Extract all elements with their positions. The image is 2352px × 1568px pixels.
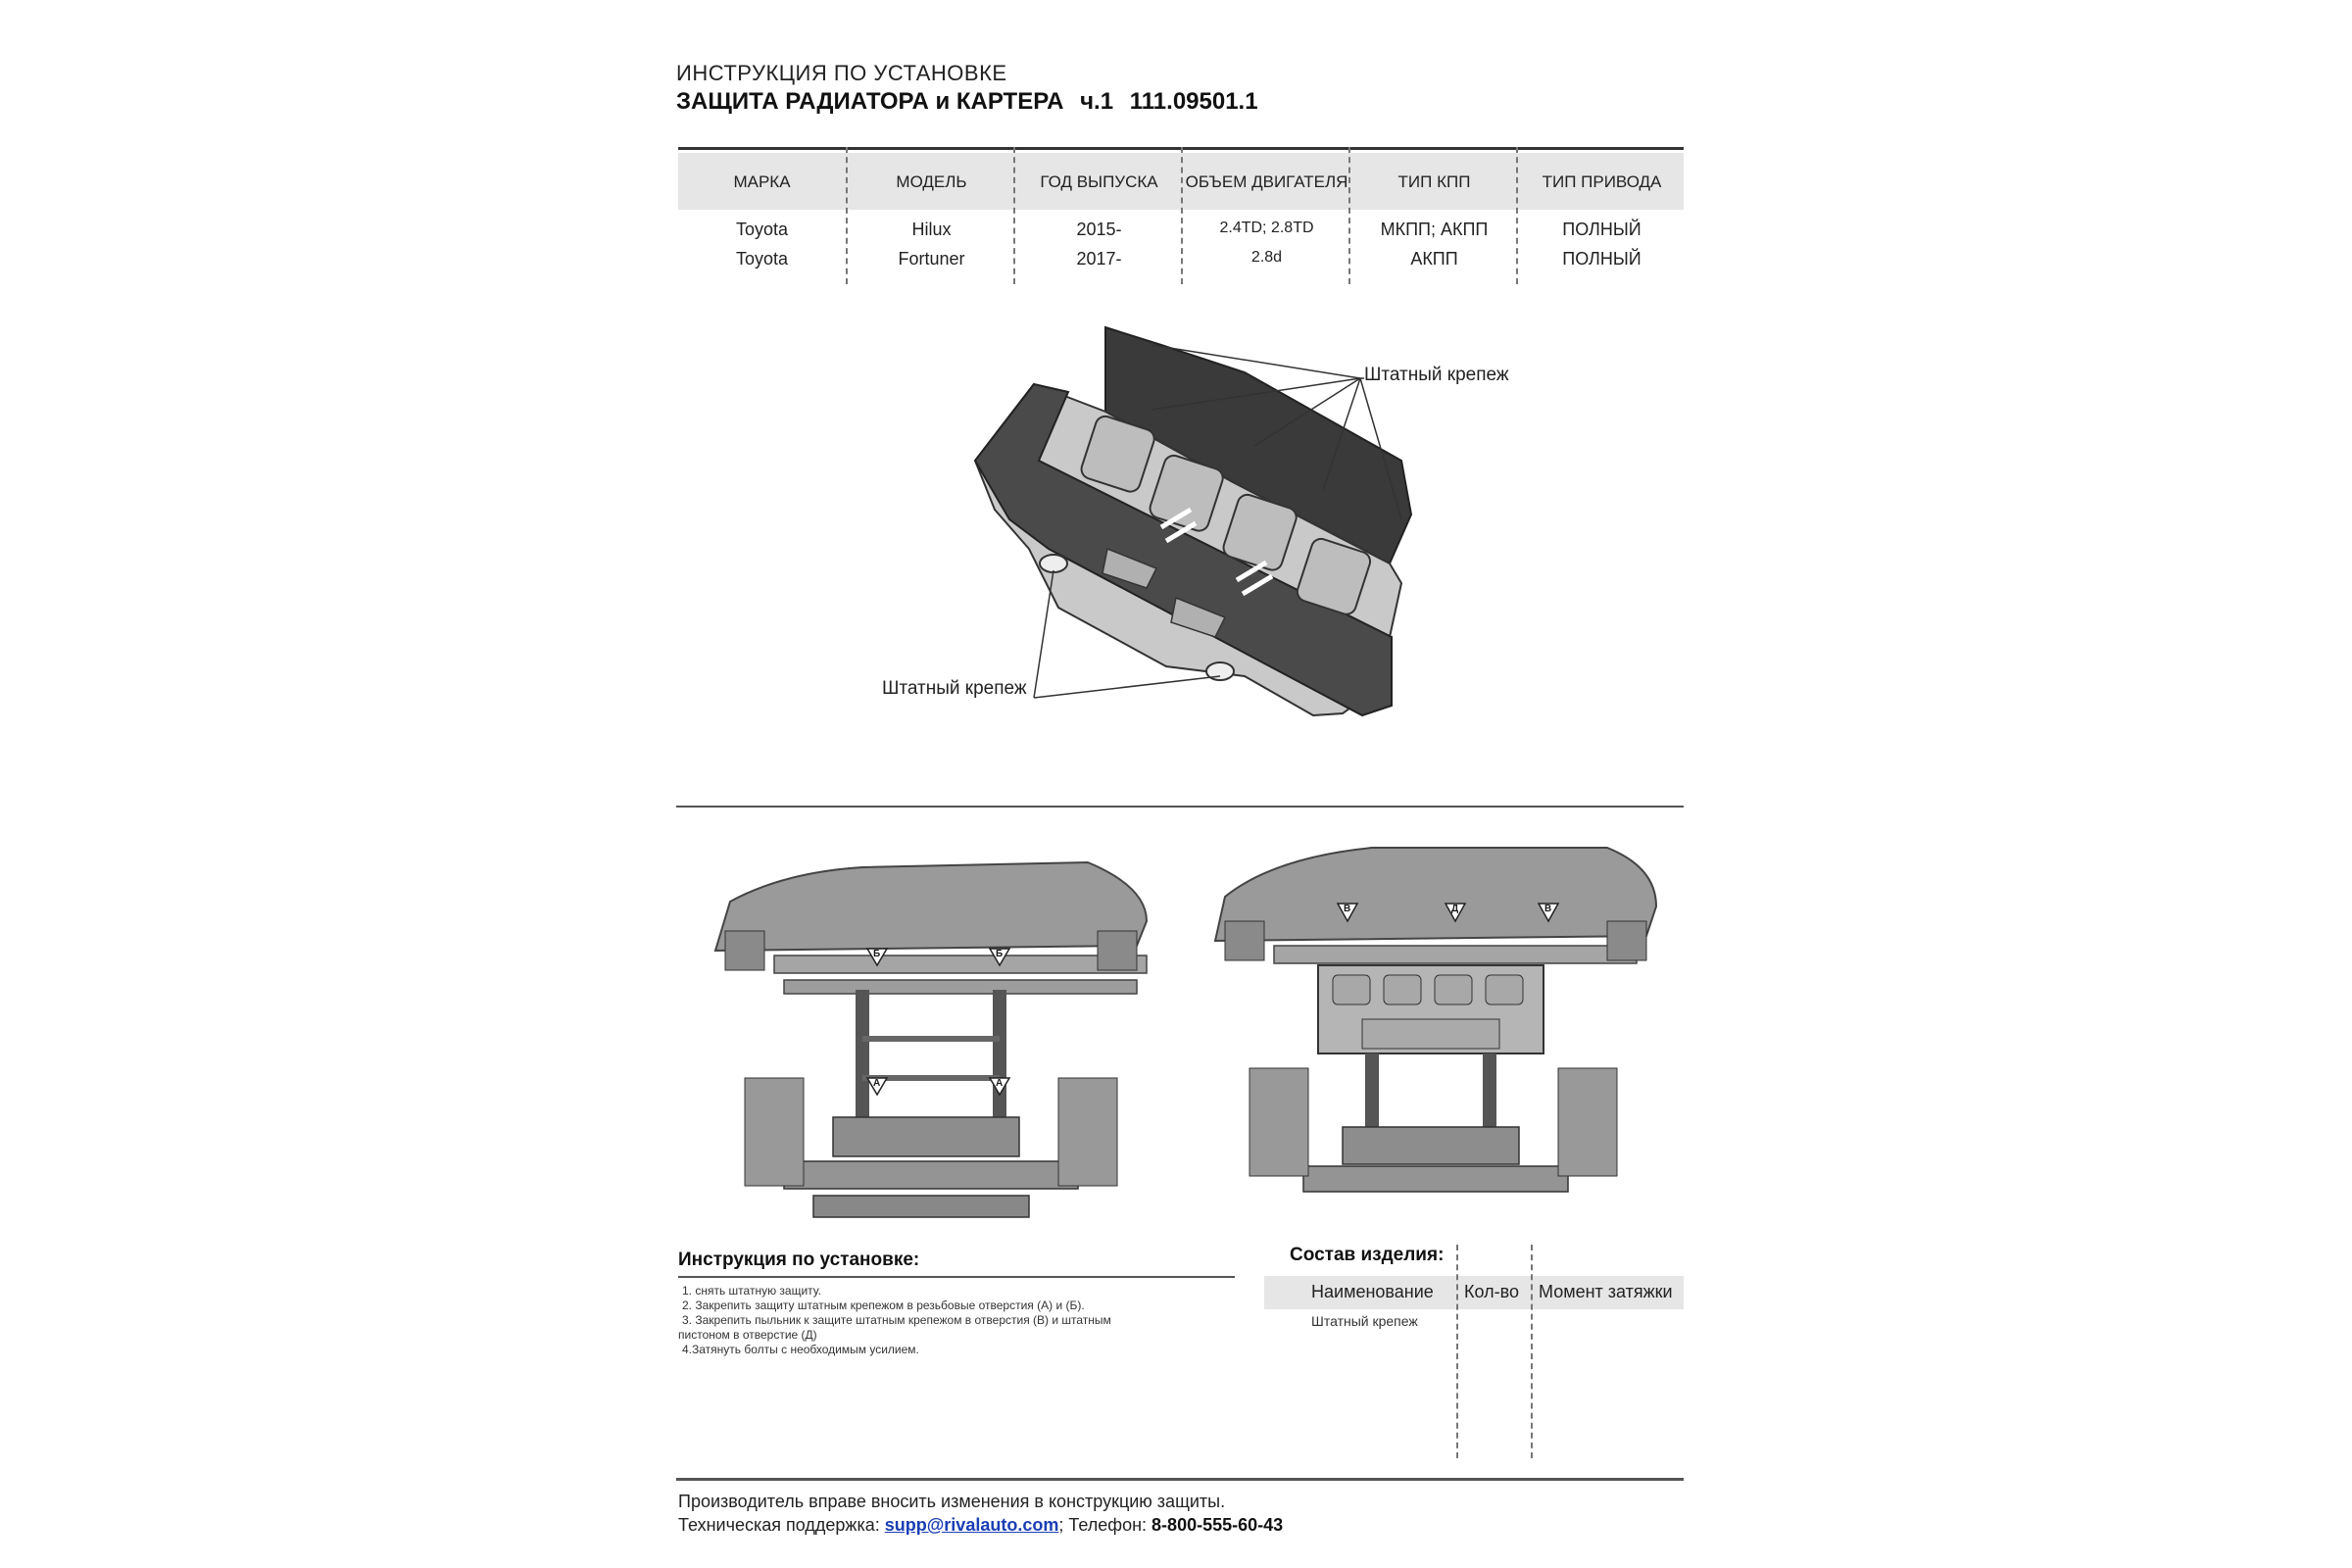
cell-brand-2: Toyota xyxy=(735,249,789,269)
marker-d: Д xyxy=(1451,904,1459,914)
instructions-title: Инструкция по установке: xyxy=(678,1250,920,1270)
cell-model-2: Fortuner xyxy=(898,249,965,269)
header-year: ГОД ВЫПУСКА xyxy=(1040,172,1158,191)
step-2: 2. Закрепить защиту штатным крепежом в резьбовые отверстия (А) и (Б). xyxy=(682,1298,1085,1312)
instructions-steps xyxy=(678,1284,1227,1357)
marker-a-left: А xyxy=(873,1078,881,1089)
footer-support xyxy=(678,1515,1283,1536)
cell-drive-2: ПОЛНЫЙ xyxy=(1562,249,1642,269)
chassis-before-illustration xyxy=(715,862,1147,1217)
instructions-rule xyxy=(678,1276,1235,1278)
marker-a-right: А xyxy=(996,1078,1004,1089)
step-3-cont: пистоном в отверстие (Д) xyxy=(678,1328,817,1342)
header-torque: Момент затяжки xyxy=(1539,1282,1673,1301)
cell-brand-1: Toyota xyxy=(735,220,789,239)
cell-year-1: 2015- xyxy=(1076,220,1122,239)
marker-b-left: Б xyxy=(873,949,881,959)
product-title: ЗАЩИТА РАДИАТОРА и КАРТЕРА xyxy=(676,88,1064,115)
cell-engine-1: 2.4TD; 2.8TD xyxy=(1219,220,1314,236)
support-label: Техническая поддержка: xyxy=(678,1515,880,1535)
cell-model-1: Hilux xyxy=(911,220,952,239)
composition-table xyxy=(1264,1245,1684,1458)
marker-v-right: В xyxy=(1544,904,1552,914)
cell-drive-1: ПОЛНЫЙ xyxy=(1562,220,1642,239)
step-3: 3. Закрепить пыльник к защите штатным крепежом в отверстия (В) и штатным xyxy=(682,1313,1111,1327)
support-email-link[interactable]: supp@rivalauto.com xyxy=(884,1515,1059,1535)
support-phone: 8-800-555-60-43 xyxy=(1152,1515,1284,1535)
header-engine: ОБЪЕМ ДВИГАТЕЛЯ xyxy=(1185,172,1348,191)
footer-notice: Производитель вправе вносить изменения в конструкцию защиты. xyxy=(678,1492,1226,1511)
cell-gearbox-2: АКПП xyxy=(1410,249,1458,269)
part-number: ч.1 xyxy=(1080,88,1114,115)
header-model: МОДЕЛЬ xyxy=(896,172,967,191)
composition-title: Состав изделия: xyxy=(1290,1245,1445,1265)
cell-year-2: 2017- xyxy=(1076,249,1122,269)
callout-standard-fasteners-bottom: Штатный крепеж xyxy=(882,678,1027,699)
step-1: 1. снять штатную защиту. xyxy=(682,1284,821,1298)
doc-subtitle: ИНСТРУКЦИЯ ПО УСТАНОВКЕ xyxy=(676,61,1007,85)
header-qty: Кол-во xyxy=(1464,1282,1519,1301)
header-drive: ТИП ПРИВОДА xyxy=(1542,172,1662,191)
marker-v-left: В xyxy=(1344,904,1351,914)
header-name: Наименование xyxy=(1311,1282,1434,1301)
cell-engine-2: 2.8d xyxy=(1250,249,1283,266)
cell-item-name: Штатный крепеж xyxy=(1311,1313,1418,1329)
cell-gearbox-1: МКПП; АКПП xyxy=(1380,220,1489,239)
step-4: 4.Затянуть болты с необходимым усилием. xyxy=(682,1343,919,1356)
section-divider-bottom xyxy=(676,1478,1684,1481)
chassis-after-illustration xyxy=(1215,848,1656,1192)
phone-label: ; Телефон: xyxy=(1058,1515,1148,1535)
composition-separator-1 xyxy=(1456,1245,1458,1458)
header-brand: МАРКА xyxy=(733,172,791,191)
callout-standard-fasteners-top: Штатный крепеж xyxy=(1364,365,1509,385)
article-number: 111.09501.1 xyxy=(1129,88,1258,115)
marker-b-right: Б xyxy=(996,949,1004,959)
header-gearbox: ТИП КПП xyxy=(1397,172,1471,191)
composition-separator-2 xyxy=(1531,1245,1533,1458)
